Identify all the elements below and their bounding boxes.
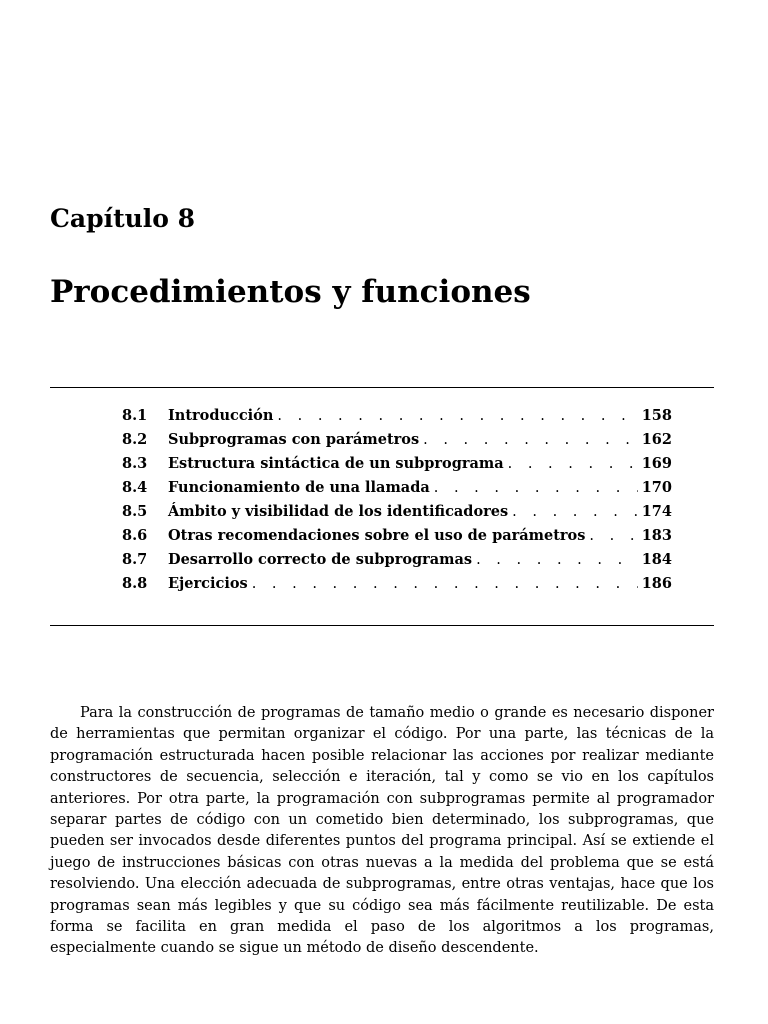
toc-item-number: 8.3 [122,455,148,472]
toc-item [122,551,672,575]
bottom-rule [50,625,714,626]
toc-item-number: 8.5 [122,503,148,520]
toc-item-number: 8.4 [122,479,148,496]
toc-item-page: 158 [641,407,672,424]
toc-item [122,527,672,551]
toc-item-title: Otras recomendaciones sobre el uso de parámetros [168,527,586,544]
toc-item-page: 174 [641,503,672,520]
toc-item [122,431,672,455]
table-of-contents [122,407,672,599]
toc-item [122,575,672,599]
toc-item-page: 170 [641,479,672,496]
toc-item-title: Ejercicios [168,575,248,592]
toc-leader-dots [512,504,638,520]
toc-item-page: 184 [641,551,672,568]
toc-item-number: 8.8 [122,575,148,592]
toc-item-page: 162 [641,431,672,448]
toc-item-number: 8.1 [122,407,148,424]
toc-item-number: 8.6 [122,527,148,544]
toc-item-title: Introducción [168,407,274,424]
toc-item-title: Estructura sintáctica de un subprograma [168,455,504,472]
toc-item-page: 186 [641,575,672,592]
chapter-title: Procedimientos y funciones [50,274,531,310]
toc-leader-dots [589,528,637,544]
toc-item-number: 8.2 [122,431,148,448]
toc-leader-dots [434,480,638,496]
toc-leader-dots [252,576,638,592]
chapter-label: Capítulo 8 [50,204,196,233]
toc-item-title: Funcionamiento de una llamada [168,479,430,496]
intro-paragraph: Para la construcción de programas de tamaño medio o grande es necesario disponer de herramientas que permitan organizar el código. Por una parte, las técnicas de la programación estructurada hacen posible relacionar las acciones por realizar mediante constructores de secuencia, selección e iteración, tal y como se vio en los capítulos anteriores. Por otra parte, la programación con subprogramas permite al programador separar partes de código con un cometido bien determinado, los subprogramas, que pueden ser invocados desde diferentes puntos del programa principal. Así se extiende el juego de instrucciones básicas con otras nuevas a la medida del problema que se está resolviendo. Una elección adecuada de subprogramas, entre otras ventajas, hace que los programas sean más legibles y que su código sea más fácilmente reutilizable. De esta forma se facilita en gran medida el paso de los algoritmos a los programas, especialmente cuando se sigue un método de diseño descendente. [50,705,714,957]
toc-item [122,503,672,527]
toc-item [122,407,672,431]
toc-item-title: Desarrollo correcto de subprogramas [168,551,473,568]
toc-leader-dots [277,408,637,424]
toc-item-title: Ámbito y visibilidad de los identificadores [168,503,509,520]
top-rule [50,387,714,388]
toc-leader-dots [476,552,638,568]
toc-item-title: Subprogramas con parámetros [168,431,420,448]
toc-item [122,455,672,479]
toc-leader-dots [508,456,638,472]
toc-leader-dots [423,432,638,448]
toc-item-number: 8.7 [122,551,148,568]
toc-item [122,479,672,503]
toc-item-page: 183 [641,527,672,544]
toc-item-page: 169 [641,455,672,472]
